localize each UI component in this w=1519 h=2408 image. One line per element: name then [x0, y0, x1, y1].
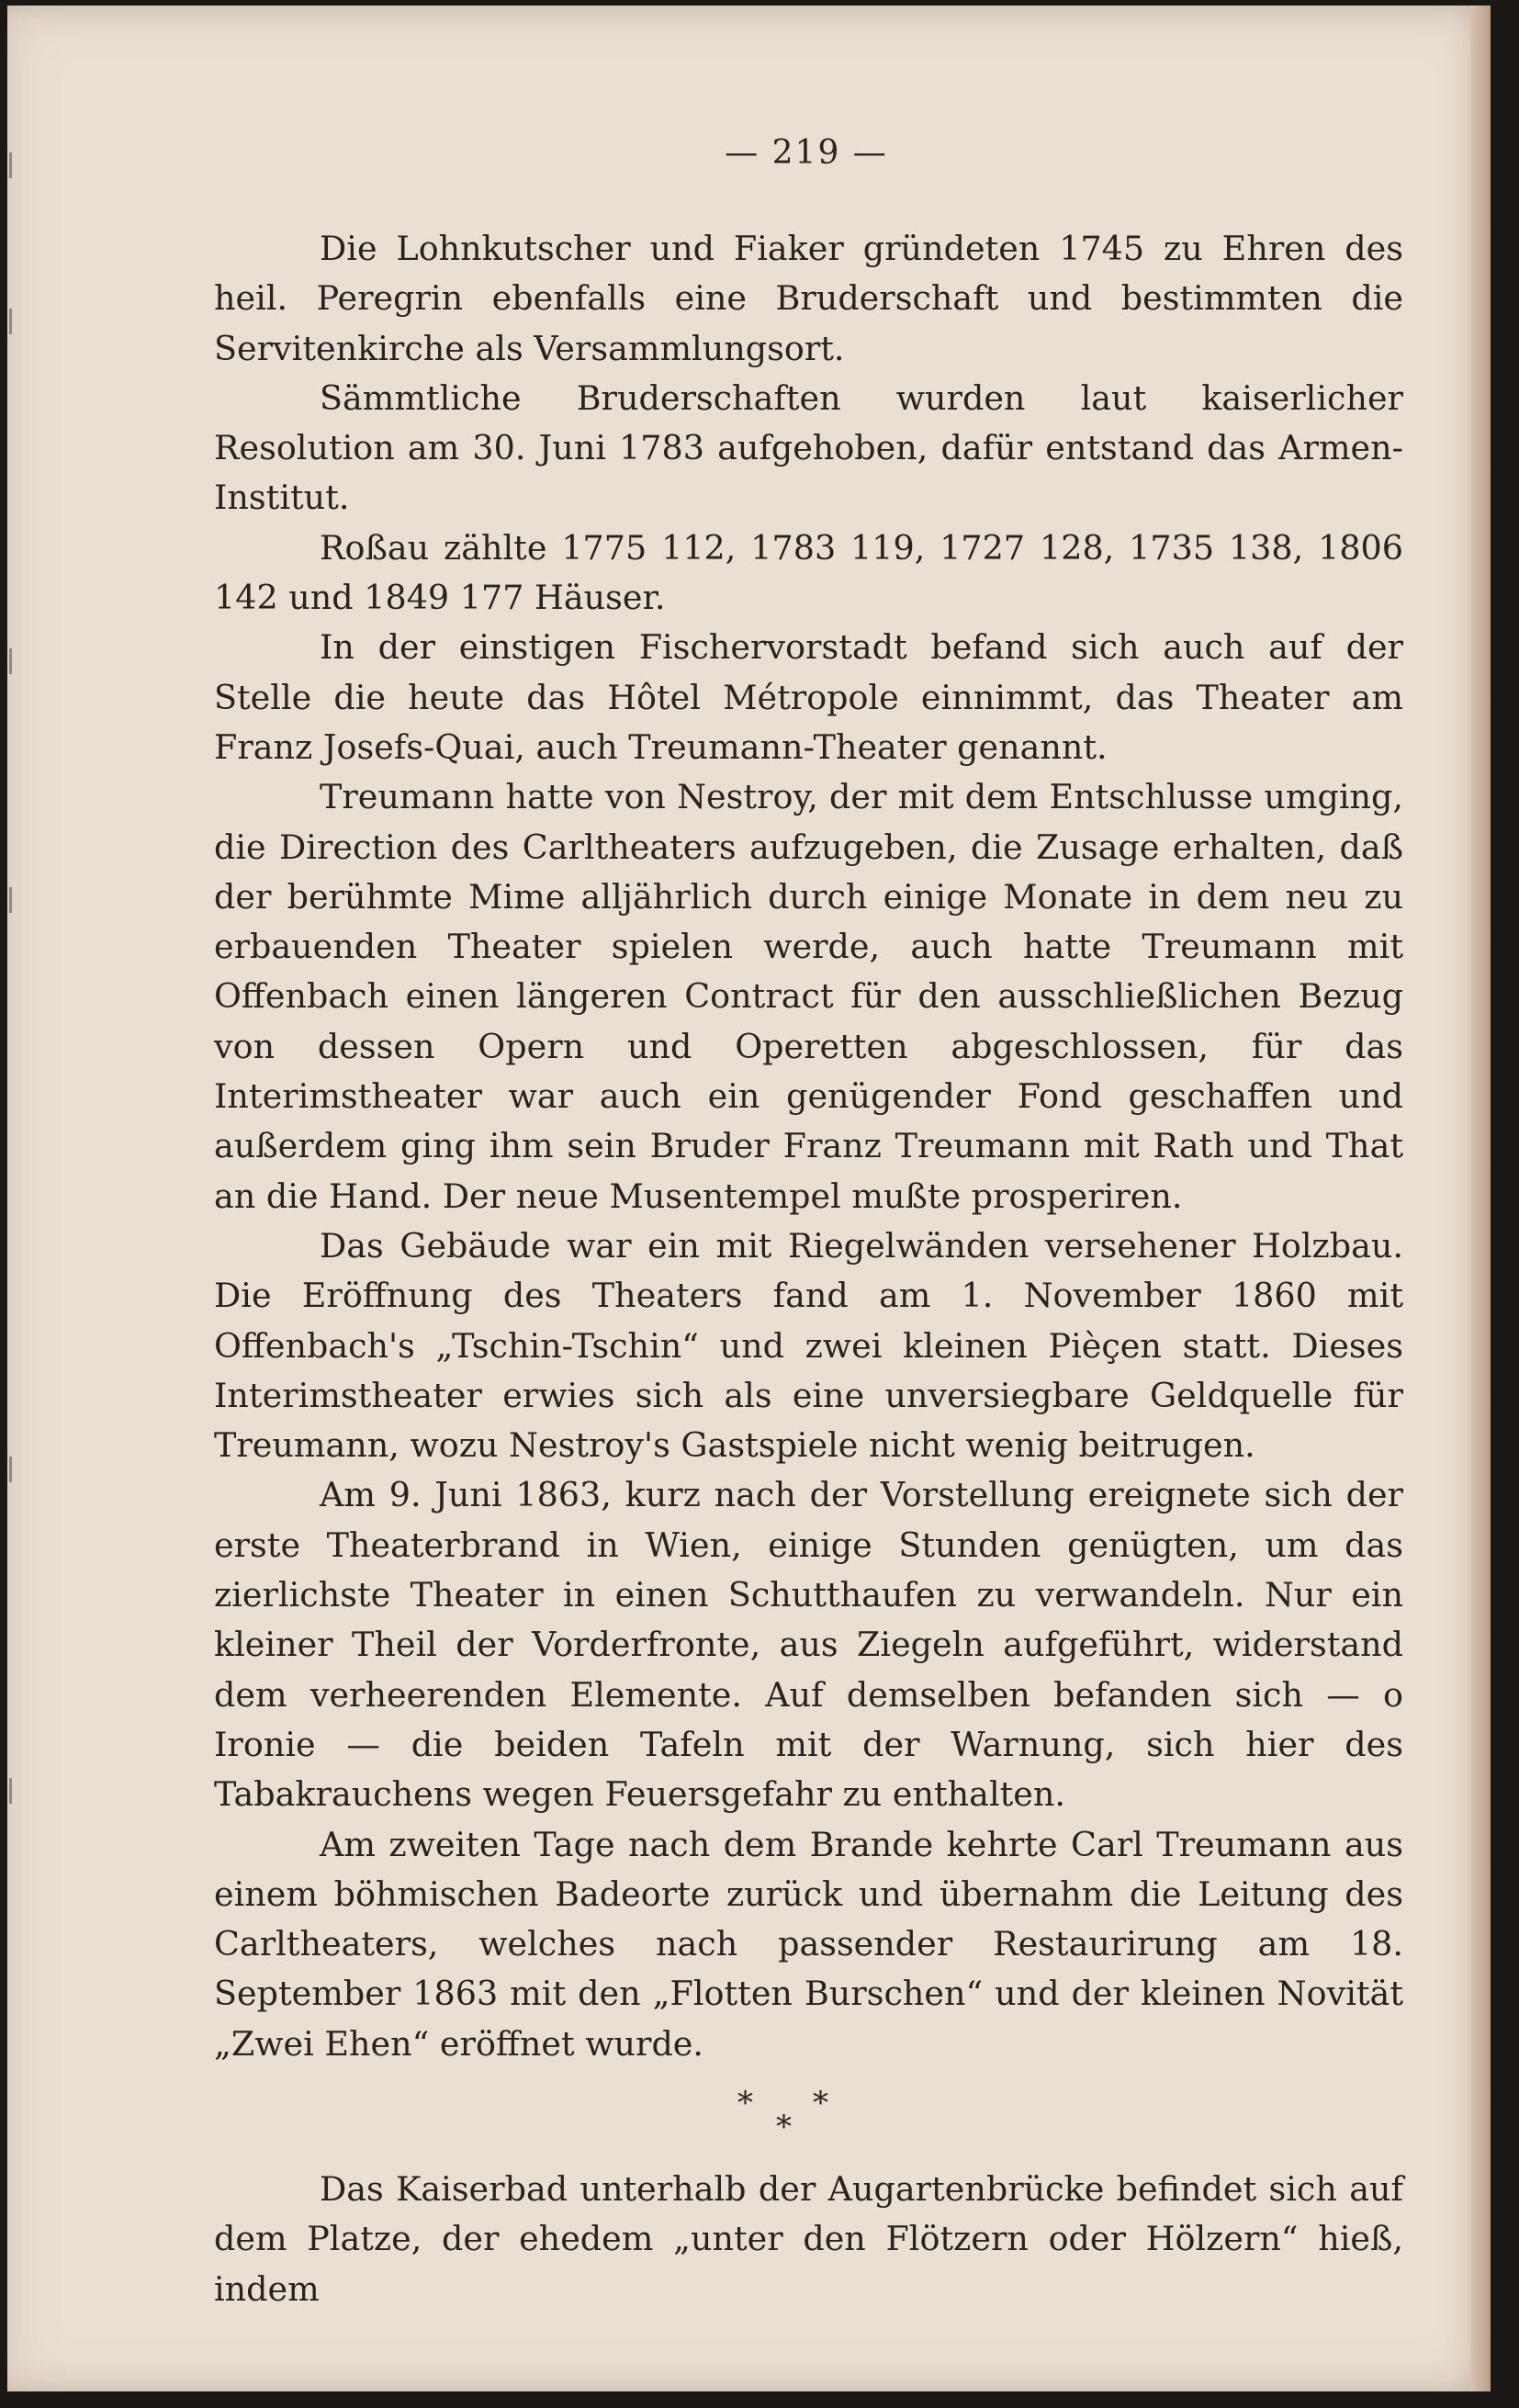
paragraph-brotherhood: Die Lohnkutscher und Fiaker gründeten 1745 zu Ehren des heil. Peregrin ebenfalls eine Bruderschaft und bestimmten die Servitenkirche als Versammlungsort. — [214, 229, 1403, 368]
separator-star: * — [813, 2084, 828, 2121]
paragraph-treumann-theater: In der einstigen Fischervorstadt befand sich auch auf der Stelle die heute das Hôtel Métropole einnimmt, das Theater am Franz Josefs-Quai, auch Treumann-Theater genannt. — [214, 627, 1403, 767]
separator-star: * — [737, 2084, 753, 2121]
paragraph-nestroy: Treumann hatte von Nestroy, der mit dem Entschlusse umging, die Direction des Carltheaters aufzugeben, die Zusage erhalten, daß der berühmte Mime alljährlich durch einige Monate in dem neu zu erbauenden Theater spielen werde, auch hatte Treumann mit Offenbach einen längeren Contract für den ausschließlichen Bezug von dessen Opern und Operetten abgeschlossen, für das Interimstheater war auch ein genügender Fond geschaffen und außerdem ging ihm sein Bruder Franz Treumann mit Rath und That an die Hand. Der neue Musentempel mußte prosperiren. — [214, 777, 1403, 1216]
page-edge — [1470, 6, 1491, 2391]
paragraph-fire: Am 9. Juni 1863, kurz nach der Vorstellung ereignete sich der erste Theaterbrand in Wien, einige Stunden genügten, um das zierlichste Theater in einen Schutthaufen zu verwandeln. Nur ein kleiner Theil der Vorderfronte, aus Ziegeln aufgeführt, widerstand dem verheerenden Elemente. Auf demselben befanden sich — o Ironie — die beiden Tafeln mit der Warnung, sich hier des Tabakrauchens wegen Feuersgefahr zu enthalten. — [214, 1475, 1403, 1815]
paragraph-resolution: Sämmtliche Bruderschaften wurden laut kaiserlicher Resolution am 30. Juni 1783 aufgehoben, dafür entstand das Armen-Institut. — [214, 377, 1403, 518]
book-page — [7, 6, 1491, 2391]
paragraph-house-count: Roßau zählte 1775 112, 1783 119, 1727 128, 1735 138, 1806 142 und 1849 177 Häuser. — [214, 527, 1403, 618]
paragraph-kaiserbad: Das Kaiserbad unterhalb der Augartenbrücke befindet sich auf dem Platze, der ehedem „unter den Flötzern oder Hölzern“ hieß, indem — [214, 2168, 1403, 2309]
paragraph-carltheater: Am zweiten Tage nach dem Brande kehrte Carl Treumann aus einem böhmischen Badeorte zurück und übernahm die Leitung des Carltheaters, welches nach passender Restaurirung am 18. September 1863 mit den „Flotten Burschen“ und der kleinen Novität „Zwei Ehen“ eröffnet wurde. — [214, 1824, 1403, 2064]
separator-star: * — [776, 2108, 792, 2145]
body-text — [214, 224, 1403, 2314]
page-number: — 219 — — [725, 134, 888, 172]
paragraph-building: Das Gebäude war ein mit Riegelwänden versehener Holzbau. Die Eröffnung des Theaters fand am 1. November 1860 mit Offenbach's „Tschin-Tschin“ und zwei kleinen Pièçen statt. Dieses Interimstheater erwies sich als eine unversiegbare Geldquelle für Treumann, wozu Nestroy's Gastspiele nicht wenig beitrugen. — [214, 1225, 1403, 1466]
page-gutter — [7, 6, 20, 2391]
section-separator — [214, 2069, 1403, 2165]
